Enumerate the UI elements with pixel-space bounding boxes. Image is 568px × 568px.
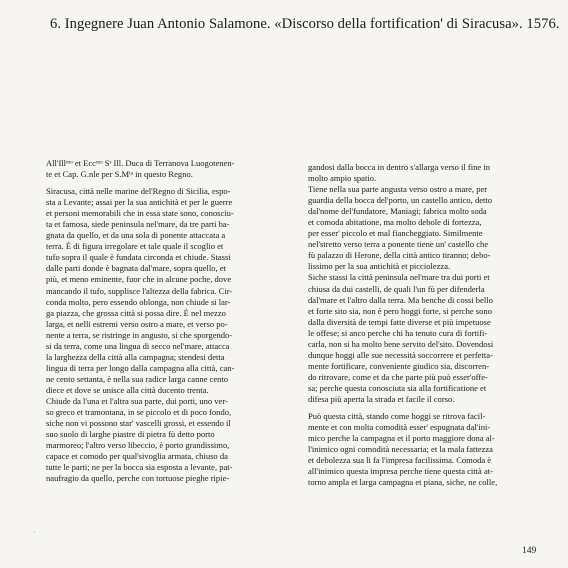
text-line: dal'mare et l'altro dalla terra. Ma benche di cossi bello [308,294,493,305]
text-line: do ritrovare, come et da che parte più può esser'offe- [308,371,488,382]
text-line: et personi memorabili che in essa state sono, conosciu- [46,208,234,219]
text-line: siche non vi possono star' vascelli grossi, et essendo il [46,418,231,429]
text-line: sa; perche questa conosciuta sia alla fortificatione et [308,382,487,393]
page-number: 149 [522,546,537,556]
text-line: Siche stassi la città peninsula nel'mare tra dui porti et [308,272,490,283]
text-line: molto ampio spatio. [308,173,377,184]
text-line: l'inimico ogni comodità necessaria; et la mala fattezza [308,444,493,455]
text-line: et comoda abitatione, ma molto debole di fortezza, [308,217,482,228]
text-line: mico perche la campagna et il porto maggiore dona al- [308,433,495,444]
text-line: nel'stretto verso terra a ponente tiene un' castello che [308,239,489,250]
text-line: mente et con molta comodità esser' espugnata dal'ini- [308,422,491,433]
text-line: tutte le parti; ne per la bocca sia esposta a levante, pat- [46,462,233,473]
paragraph-siracusa [46,186,288,484]
text-line: lissimo per la sua antichità et picciolezza. [308,261,451,272]
text-line: so greco et tramontana, in se piccolo et di poco fondo, [46,407,232,418]
text-line: larga, et nelli estremi verso ostro a mare, et verso po- [46,318,228,329]
text-line: mente fortificare, conveniente giudico sia, discorren- [308,360,490,371]
text-line: carla, non si ha molto bene servito del'sito. Dovendosi [308,338,494,349]
text-line: più, et meno eminente, fuor che in alcune poche, dove [46,274,232,285]
document-heading: 6. Ingegnere Juan Antonio Salamone. «Discorso della fortification' di Siracusa». 1576. [50,16,560,32]
text-line: et debolezza sua li fa l'impresa facilissima. Comoda è [308,455,492,466]
paragraph-continuation [308,162,552,184]
left-column [46,158,288,484]
text-line: ga piazza, che grossa città si possa dire. È nel mezzo [46,307,226,318]
text-line: si da terra, come una lingua di secco nel'mare, attacca [46,340,230,351]
text-line: torno ampla et larga campagna et piana, siche, ne colle, [308,477,498,488]
text-line: capace et comodo per qual'sivoglia armata, chiuso da [46,451,228,462]
text-line: diece et dove se unisce alla città ducento trenta. [46,384,209,395]
text-line: et forte sito sia, non è pero hoggi forte, si perche sono [308,305,492,316]
text-line: fù palazzo di Herone, della città antico tiranno; debo- [308,250,491,261]
text-line: sta a Levante; assai per la sua antichità et per le guerre [46,197,233,208]
text-line: terra. È di figura irregolare et tale quale il scoglio et [46,241,224,252]
text-line: All'Illᵐᵒ et Eccᵐᵒ Sʳ Ill. Duca di Terranova Luogotenen- [46,158,235,168]
text-line: Chiude da l'una et l'altra sua parte, dui porti, uno ver- [46,395,228,406]
text-line: marmoreo; l'altro verso libeccio, è porto grandissimo, [46,440,230,451]
text-line: conda molto, pero essendo oblonga, non chiude si lar- [46,296,231,307]
text-line: mancando il tufo, supplisce l'altezza della fabrica. Cir- [46,285,233,296]
text-line: dalle parti donde è bagnata dal'mare, sopra quello, et [46,263,227,274]
text-line: la larghezza della città alla campagna; stendesi detta [46,351,225,362]
paragraph-maniagi [308,184,552,272]
text-line: te et Cap. G.nle per S.Mᵗᵃ in questo Regno. [46,169,193,180]
text-line: all'inimico questa impresa perche tiene questa città at- [308,466,493,477]
paragraph-espugnata [308,411,552,488]
text-line: ta et famosa, siede peninsula nel'mare, da tre parti ba- [46,219,230,230]
text-line: ne cento settanta, è nella sua radice larga canne cento [46,373,229,384]
text-line: gandosi dalla bocca in dentro s'allarga verso il fine in [308,162,490,172]
text-line: difesa più aperta la strada et facile il corso. [308,393,455,404]
text-line: guardia della bocca del'porto, un castello antico, detto [308,195,493,206]
text-line: chiusa da dui castelli, de quali l'un fù per difenderla [308,283,485,294]
margin-mark: · [33,528,36,537]
salutation [46,158,288,180]
text-line: naufragio da quello, perche con tortuose pieghe ripie- [46,473,230,484]
paragraph-fortification [308,272,552,405]
text-line: lingua di terra per longo dalla campagna alla città, can- [46,362,235,373]
text-line: le offese; si anco perche chi ha tenuto cura di fortifi- [308,327,488,338]
text-line: per esser' piccolo et mal fiancheggiato. Similmente [308,228,483,239]
text-line: dalla diversità de tempi fatte diverse et più impetuose [308,316,491,327]
text-line: Tiene nella sua parte angusta verso ostro a mare, per [308,184,488,195]
right-column [308,162,552,488]
text-line: tufo sopra il quale è fundata circonda et chiude. Stassi [46,252,231,263]
text-line: suo suolo di larghe piastre di pietra fù detto porto [46,429,215,440]
text-line: nente a terra, se ristringe in angusto, si che sporgendo- [46,329,233,340]
text-line: gnata da quello, et da una sola di ponente attaccata a [46,230,226,241]
text-line: dal'nome del'fundatore, Maniagi; fabrica molto soda [308,206,487,217]
text-line: dunque hoggi alle sue necessità soccorrere et perfetta- [308,349,493,360]
text-line: Può questa città, stando come hoggi se ritrova facil- [308,411,486,422]
text-line: Siracusa, città nelle marine del'Regno di Sicilia, espo- [46,186,231,197]
